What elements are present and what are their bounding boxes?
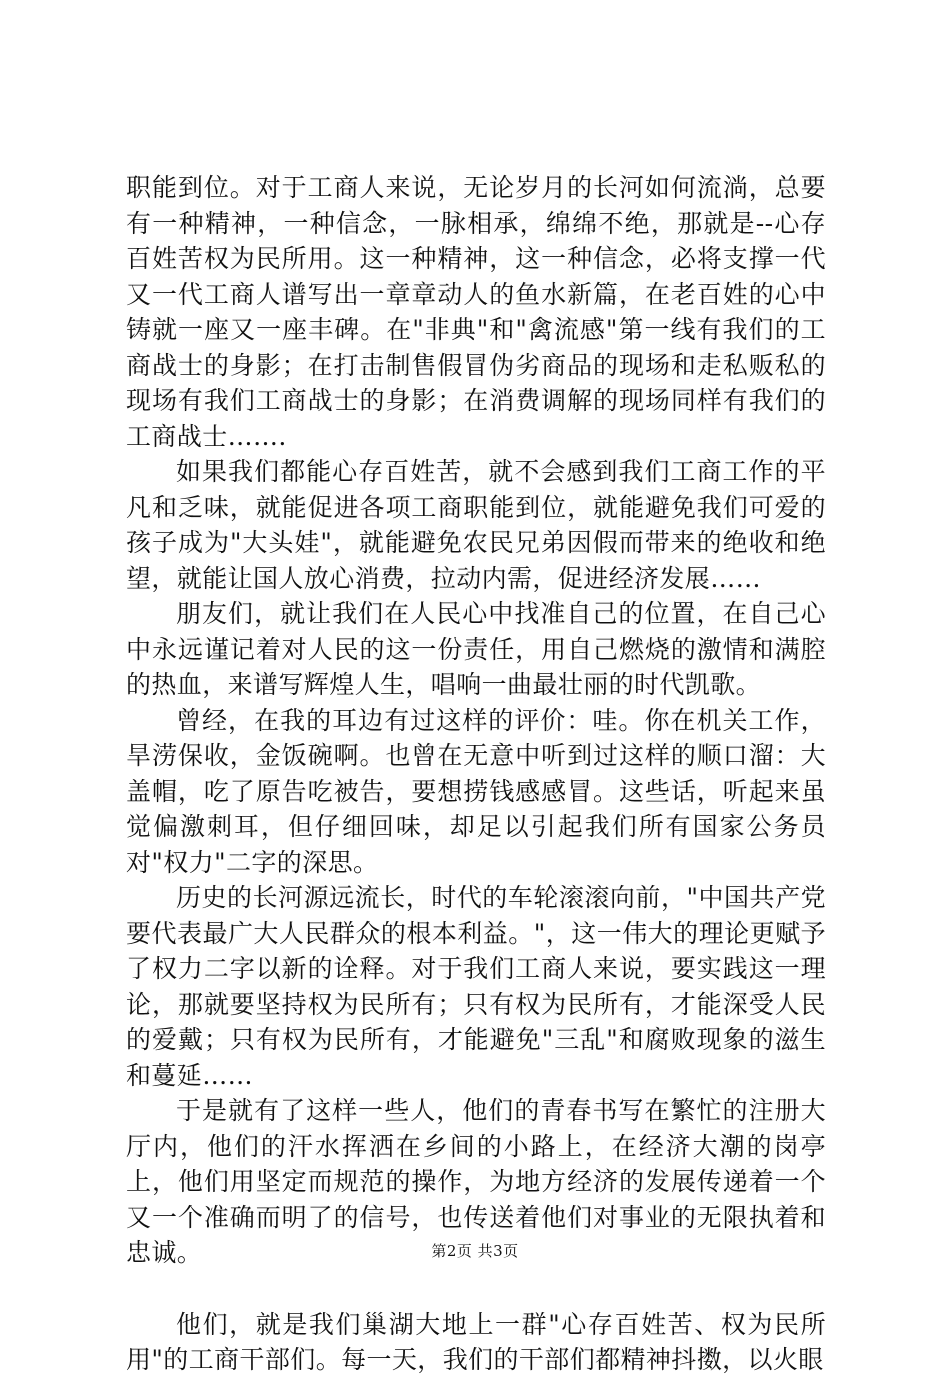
paragraph-continued: 职能到位。对于工商人来说，无论岁月的长河如何流淌，总要有一种精神，一种信念，一脉相承，绵绵不绝，那就是--心存百姓苦权为民所用。这一种精神，这一种信念，必将支撑一代又一代工商人谱写出一章章动人的鱼水新篇，在老百姓的心中铸就一座又一座丰碑。在"非典"和"禽流感"第一线有我们的工商战士的身影；在打击制售假冒伪劣商品的现场和走私贩私的现场有我们工商战士的身影；在消费调解的现场同样有我们的工商战士…….	[126, 173, 826, 451]
paragraph: 于是就有了这样一些人，他们的青春书写在繁忙的注册大厅内，他们的汗水挥洒在乡间的小路上，在经济大潮的岗亭上，他们用坚定而规范的操作，为地方经济的发展传递着一个又一个准确而明了的信号，也传送着他们对事业的无限执着和忠诚。	[126, 1096, 826, 1267]
paragraph: 如果我们都能心存百姓苦，就不会感到我们工商工作的平凡和乏味，就能促进各项工商职能到位，就能避免我们可爱的孩子成为"大头娃"，就能避免农民兄弟因假而带来的绝收和绝望，就能让国人放心消费，拉动内需，促进经济发展……	[126, 457, 826, 593]
page-footer: 第2页 共3页	[431, 1242, 519, 1260]
paragraph: 曾经，在我的耳边有过这样的评价：哇。你在机关工作，旱涝保收，金饭碗啊。也曾在无意中听到过这样的顺口溜：大盖帽，吃了原告吃被告，要想捞钱感感冒。这些话，听起来虽觉偏激刺耳，但仔细回味，却足以引起我们所有国家公务员对"权力"二字的深思。	[126, 705, 826, 877]
paragraph: 他们，就是我们巢湖大地上一群"心存百姓苦、权为民所用"的工商干部们。每一天，我们的干部们都精神抖擞，以火眼	[126, 1309, 826, 1374]
document-body	[126, 170, 826, 1378]
paragraph: 朋友们，就让我们在人民心中找准自己的位置，在自己心中永远谨记着对人民的这一份责任，用自己燃烧的激情和满腔的热血，来谱写辉煌人生，唱响一曲最壮丽的时代凯歌。	[126, 599, 826, 699]
paragraph: 历史的长河源远流长，时代的车轮滚滚向前，"中国共产党要代表最广大人民群众的根本利益。"，这一伟大的理论更赋予了权力二字以新的诠释。对于我们工商人来说，要实践这一理论，那就要坚持权为民所有；只有权为民所有，才能深受人民的爱戴；只有权为民所有，才能避免"三乱"和腐败现象的滋生和蔓延……	[126, 883, 826, 1090]
